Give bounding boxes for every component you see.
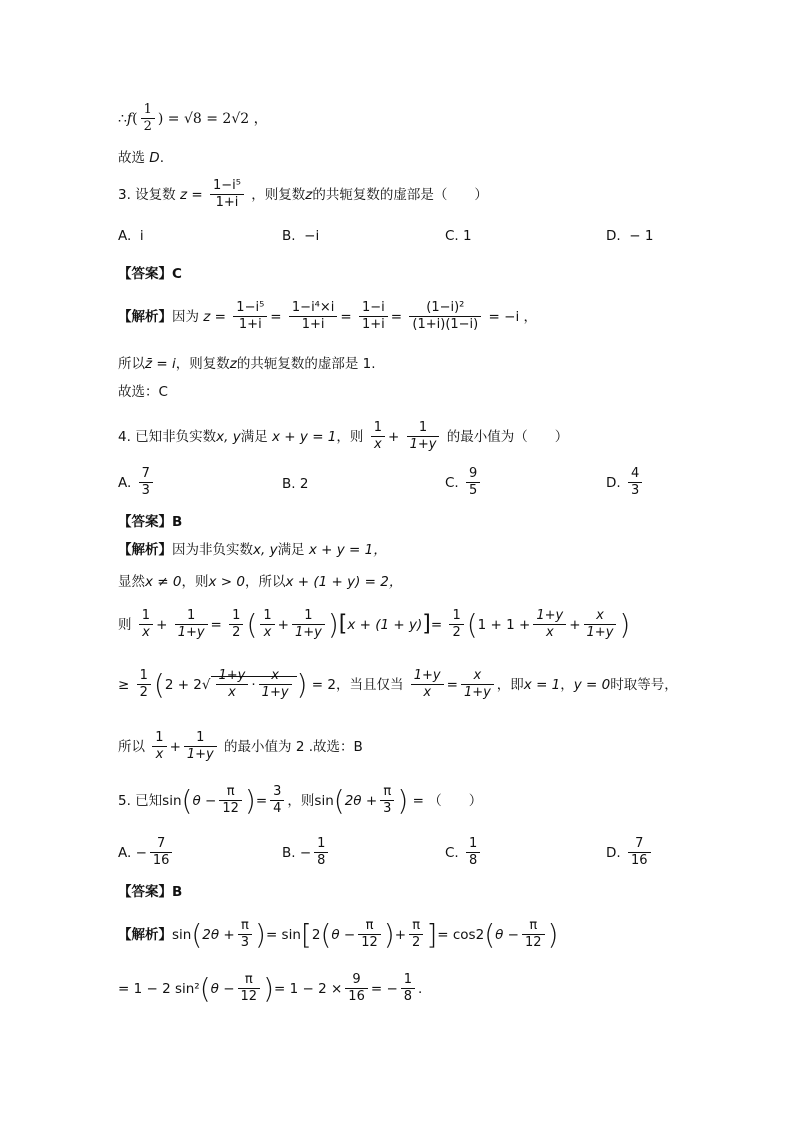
numerator: π (238, 972, 261, 989)
q3-option-d (606, 228, 653, 244)
denominator: 3 (240, 935, 250, 951)
option-label: D. (606, 844, 621, 861)
numerator: 9 (345, 972, 368, 989)
numerator: π (409, 918, 423, 935)
q4-tail: 的最小值为（ ） (446, 428, 569, 445)
q5-prefix: 5. 已知 (118, 792, 163, 809)
comma: ， (560, 676, 574, 693)
analysis-tag: 【解析】 (118, 926, 172, 943)
numerator: π (219, 784, 242, 801)
option-fraction (466, 836, 480, 870)
b2-start: = 1 − 2 sin² (118, 980, 200, 997)
numerator: 9 (466, 466, 480, 483)
denominator: 1+i (301, 317, 325, 333)
numerator: 1−i⁵ (210, 178, 244, 195)
denominator: 1+y (463, 685, 491, 701)
denominator: 12 (361, 935, 378, 951)
q3-stem (118, 178, 488, 212)
q4-analysis-3: 则 $\frac{1}{x}$ + $\frac{1}{1+y}$ = $\frac{1}{2}$ ( $\frac{1}{x}$ + $\frac{1}{1+y}$ )[x + (1 + y)]= $\frac{1}{2}$ (1 + 1 + $\frac{1+y}{x}$ + $\frac{x}{1+y}$ ) (118, 607, 631, 641)
b1-mid: = sin (265, 926, 301, 943)
pi-over-12 (219, 784, 242, 818)
analysis-tag: 【解析】 (118, 542, 172, 558)
y-eq-0: y = 0 (573, 676, 611, 693)
z-var: z (229, 356, 237, 372)
func-f: f (126, 110, 133, 127)
option-label: B. (282, 476, 296, 492)
q3-choose: 故选：C (118, 384, 168, 400)
three-quarters (270, 784, 284, 818)
so-text-b: ，则复数 (175, 356, 230, 372)
b2-end: = − (370, 980, 398, 997)
arg1: θ − (210, 980, 235, 997)
option-fraction (139, 466, 153, 500)
q4-option-d (606, 466, 645, 500)
q5-option-d (606, 836, 654, 870)
numerator: x (461, 668, 494, 685)
vars: x, y (253, 542, 278, 558)
numerator: 1 (175, 608, 208, 625)
q2-value: = √8 = 2√2 ， (167, 110, 268, 127)
frac-a (260, 608, 274, 642)
denominator: 4 (273, 801, 282, 817)
numerator: 1 (141, 102, 155, 119)
numerator: 1 (401, 972, 415, 989)
a2-text: 显然 (118, 574, 145, 590)
q4-option-b (282, 476, 308, 492)
denominator: 2 (139, 685, 148, 701)
numerator: 1 (139, 608, 153, 625)
plus: + (387, 428, 400, 445)
half (449, 608, 463, 642)
denominator: x (228, 685, 236, 701)
arg2: 2θ + (344, 792, 378, 809)
zbar-eq: z̄ = i (145, 356, 176, 372)
q4-prefix: 4. 已知非负实数 (118, 428, 217, 445)
a4-eq: = 2 (311, 676, 336, 693)
denominator: 8 (469, 853, 478, 869)
a2-cond: x ≠ 0 (145, 574, 182, 590)
denominator: x (155, 747, 164, 763)
q4-option-c (445, 466, 483, 500)
option-fraction (628, 836, 651, 870)
denominator: (1+i)(1−i) (412, 317, 479, 333)
numerator: π (380, 784, 394, 801)
arg1: θ − (495, 926, 519, 943)
frac-b (292, 608, 325, 642)
denominator: 1+y (294, 625, 322, 641)
analysis-end: = −i ， (488, 308, 538, 325)
frac-q (259, 668, 292, 702)
numerator: π (238, 918, 252, 935)
two: 2 (311, 926, 321, 943)
q4-analysis-2 (118, 574, 402, 590)
option-text: − 1 (629, 228, 654, 244)
a4-text3: 时取等号， (610, 676, 678, 693)
denominator: 1+y (177, 625, 205, 641)
q4-stem (118, 420, 568, 454)
numerator: 1−i⁵ (233, 300, 267, 317)
arg1: θ − (192, 792, 217, 809)
eq-sign: = (255, 792, 268, 809)
numerator: 7 (139, 466, 153, 483)
option-fraction (314, 836, 328, 870)
frac-2 (289, 300, 338, 334)
q5-option-c (445, 836, 483, 870)
numerator: 1 (152, 730, 166, 747)
denominator: 16 (152, 853, 170, 869)
numerator: 1−i⁴×i (289, 300, 338, 317)
denominator: 3 (141, 483, 150, 499)
q4-answer: 【答案】B (118, 514, 183, 530)
q4-analysis-5: 所以 $\frac{1}{x}$ + $\frac{1}{1+y}$ 的最小值为 2 .故选：B (118, 730, 363, 763)
a3-mid: 1 + 1 + (477, 616, 531, 633)
option-text: −i (304, 228, 320, 244)
a1-mid: 满足 (277, 542, 305, 558)
so-text-c: 的共轭复数的虚部是 1. (236, 356, 376, 372)
q4-mid: 满足 (240, 428, 268, 445)
frac-a (139, 608, 153, 642)
denominator: 2 (143, 119, 152, 135)
frac-b (175, 608, 208, 642)
frac-3 (359, 300, 388, 334)
q3-analysis: 【解析】因为 z = $\frac{\text{1−i⁵}}{1+i}$ = $\frac{\text{1−i⁴×i}}{1+i}$ = $\frac{1-i}{1+i}$ = $\frac{\text{(1−i)²}}{(1+i)(1-i)}$ = −i ， (118, 300, 538, 333)
option-fraction (150, 836, 173, 870)
denominator: 1+i (215, 195, 239, 211)
denominator: 12 (222, 801, 239, 817)
q3-option-b (282, 228, 319, 244)
a1-lead: 因为非负实数 (172, 542, 253, 558)
pi-over-3 (380, 784, 394, 818)
option-label: D. (606, 228, 621, 244)
denominator: 8 (403, 989, 413, 1005)
numerator: x (584, 608, 617, 625)
frac-1 (233, 300, 267, 334)
choose-letter: D (149, 150, 160, 166)
option-sign: − (299, 844, 312, 861)
eq-sign: = (446, 676, 458, 693)
numerator: (1−i)² (409, 300, 481, 317)
sin-fn: sin (162, 792, 182, 809)
option-label: A. (118, 844, 132, 861)
denominator: 5 (469, 483, 478, 499)
denominator: 1+y (409, 437, 437, 453)
frac-p (216, 668, 249, 702)
a1-eq: x + y = 1， (308, 542, 387, 558)
a5-tail: 的最小值为 2 .故选：B (224, 738, 363, 755)
denominator: x (373, 437, 382, 453)
q5-tail: = （ ） (412, 792, 483, 809)
option-fraction (466, 466, 480, 500)
sin-fn: sin (172, 926, 192, 943)
z-var: z (305, 186, 313, 203)
q3-suffix2: 的共轭复数的虚部是（ ） (312, 186, 488, 203)
numerator: 1 (229, 608, 243, 625)
numerator: 1 (137, 668, 151, 685)
frac-a (371, 420, 385, 454)
denominator: 8 (317, 853, 326, 869)
option-label: A. (118, 474, 132, 491)
denominator: x (263, 625, 272, 641)
option-text: i (139, 228, 144, 244)
x-eq-1: x = 1 (523, 676, 561, 693)
numerator: 7 (628, 836, 651, 853)
q5-stem: 5. 已知sin(θ − $\frac{\pi}{12}$ )= $\frac{3}{4}$ ，则sin(2θ + $\frac{\pi}{3}$ ) = （ ） (118, 783, 483, 817)
b2-mid: = 1 − 2 × (274, 980, 343, 997)
therefore-symbol: ∴ (118, 110, 127, 127)
q5-option-b (282, 836, 331, 870)
frac-p (411, 668, 444, 702)
a3-lead: 则 (118, 616, 132, 633)
q3-fraction (210, 178, 244, 212)
option-label: C. (445, 228, 459, 244)
frac-b (184, 730, 217, 764)
option-label: A. (118, 228, 132, 244)
q5-analysis-1: 【解析】sin(2θ + $\frac{\pi}{3}$ )= sin[2(θ − $\frac{\pi}{12}$ )+ $\frac{\pi}{2}$ ]= cos2(θ − $\frac{\pi}{12}$ ) (118, 917, 559, 951)
option-fraction (628, 466, 642, 500)
a2-text: ，所以 (244, 574, 286, 590)
option-text: 1 (463, 228, 472, 244)
numerator: π (522, 918, 545, 935)
a5-lead: 所以 (118, 738, 145, 755)
q5-analysis-2: = 1 − 2 sin²(θ − $\frac{\pi}{12}$ )= 1 − 2 × $\frac{9}{16}$ = − $\frac{1}{8}$ . (118, 971, 423, 1005)
numerator: 1 (371, 420, 385, 437)
numerator: 1−i (359, 300, 388, 317)
numerator: 7 (150, 836, 173, 853)
q3-option-c (445, 228, 472, 244)
numerator: 3 (270, 784, 284, 801)
denominator: 1+y (586, 625, 614, 641)
denominator: x (423, 685, 432, 701)
denominator: 16 (348, 989, 365, 1005)
q2-result-line (118, 102, 268, 136)
denominator: 1+y (261, 685, 289, 701)
numerator: 1 (260, 608, 274, 625)
z-eq: z = (203, 308, 226, 325)
option-label: C. (445, 474, 459, 491)
denominator: 16 (630, 853, 648, 869)
numerator: 1 (292, 608, 325, 625)
half (229, 608, 243, 642)
numerator: x (259, 668, 292, 685)
plus: + (394, 926, 407, 943)
numerator: 1+y (411, 668, 444, 685)
frac-q (584, 608, 617, 642)
numerator: 1 (184, 730, 217, 747)
q5-mid: ，则 (287, 792, 315, 809)
pi-over-12 (522, 918, 545, 952)
numerator: 1 (407, 420, 440, 437)
denominator: 3 (383, 801, 392, 817)
denominator: 2 (232, 625, 241, 641)
q4-analysis-4: ≥ $\frac{1}{2}$ (2 + 2√ $\frac{1+y}{x}$ · $\frac{x}{1+y}$ ) = 2，当且仅当 $\frac{1+y}{x}$ = $\frac{x}{1+y}$ ，即x = 1，y = 0时取等号， (118, 667, 678, 701)
q5-answer: 【答案】B (118, 884, 183, 900)
denominator: 2 (412, 935, 421, 951)
analysis-tag: 【解析】 (118, 308, 172, 325)
option-label: B. (282, 844, 296, 861)
paren-open: ( (132, 110, 138, 127)
q2-conclusion (118, 150, 164, 166)
period: . (159, 150, 164, 166)
numerator: 1 (466, 836, 480, 853)
a4-inner: 2 + 2 (164, 676, 202, 693)
frac-q (461, 668, 494, 702)
analysis-lead: 因为 (172, 308, 199, 325)
numerator: 1 (314, 836, 328, 853)
numerator: 1+y (533, 608, 566, 625)
so-text: 所以 (118, 356, 145, 372)
denominator: x (142, 625, 150, 641)
denominator: 3 (630, 483, 640, 499)
option-text: 2 (299, 476, 309, 492)
condition: x + y = 1 (272, 428, 337, 445)
q4-analysis-1 (118, 542, 387, 558)
nine-sixteenths (345, 972, 368, 1006)
pi-over-12 (358, 918, 381, 952)
pi-over-3 (238, 918, 252, 952)
denominator: x (545, 625, 554, 641)
a4-text2: ，即 (496, 676, 524, 693)
cos-fn: = cos2 (437, 926, 485, 943)
half (137, 668, 151, 702)
denominator: 12 (240, 989, 258, 1005)
numerator: 4 (628, 466, 642, 483)
arg2: 2θ + (202, 926, 235, 943)
option-label: D. (606, 474, 621, 491)
z-eq: z = (179, 186, 203, 203)
numerator: 1+y (216, 668, 249, 685)
frac-b (407, 420, 440, 454)
a4-text: ，当且仅当 (335, 676, 404, 693)
a2-text: ，则 (181, 574, 209, 590)
ge-sign: ≥ (118, 676, 130, 693)
q3-answer: 【答案】C (118, 266, 182, 282)
q4-option-a (118, 466, 156, 500)
numerator: π (358, 918, 381, 935)
sin-fn: sin (314, 792, 334, 809)
q3-option-a (118, 228, 144, 244)
frac-4 (409, 300, 481, 334)
q4-then: ，则 (336, 428, 364, 445)
choose-text: 故选 (118, 150, 145, 166)
denominator: 1+y (186, 747, 214, 763)
a2-eq: x + (1 + y) = 2， (285, 574, 403, 590)
frac-p (533, 608, 566, 642)
q3-prefix: 3. 设复数 (118, 186, 176, 203)
option-sign: − (135, 844, 147, 861)
option-label: B. (282, 228, 296, 244)
q3-so-line (118, 356, 376, 372)
paren-close: ) (157, 110, 164, 127)
denominator: 2 (452, 625, 461, 641)
vars: x, y (216, 428, 241, 445)
denominator: 1+i (238, 317, 262, 333)
a3-sum: x + (1 + y) (347, 616, 423, 633)
pi-over-12 (238, 972, 261, 1006)
denominator: 12 (525, 935, 542, 951)
q3-suffix: ，则复数 (251, 186, 306, 203)
numerator: 1 (449, 608, 463, 625)
frac-a (152, 730, 166, 764)
one-eighth (401, 972, 415, 1006)
denominator: 1+i (362, 317, 385, 333)
pi-over-2 (409, 918, 423, 952)
q5-option-a (118, 836, 175, 870)
period: . (418, 980, 423, 997)
option-label: C. (445, 844, 459, 861)
a2-cond: x > 0 (208, 574, 245, 590)
arg1: θ − (331, 926, 356, 943)
half-fraction (141, 102, 155, 136)
